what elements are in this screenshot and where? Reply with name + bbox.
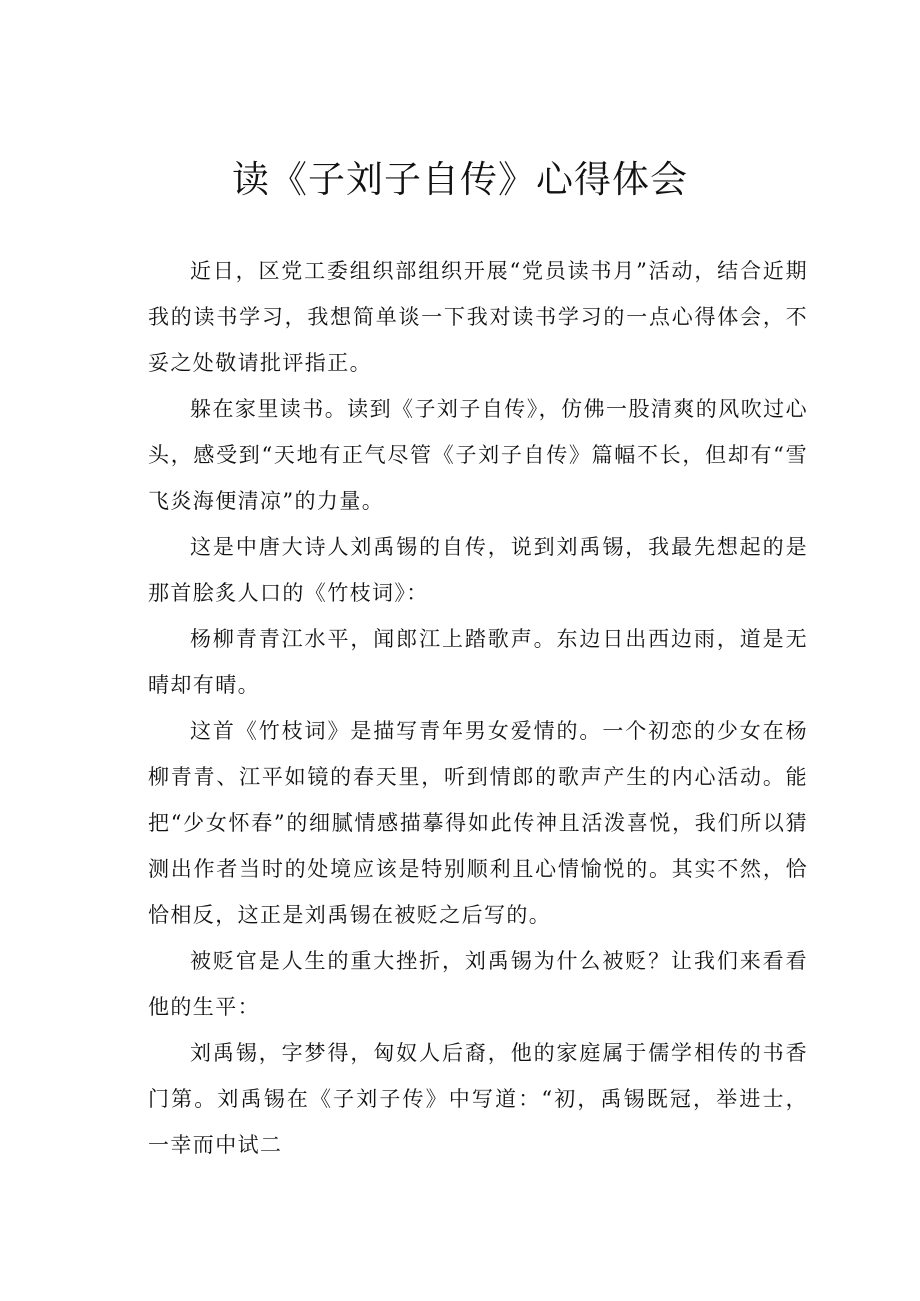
paragraph: 这是中唐大诗人刘禹锡的自传，说到刘禹锡，我最先想起的是那首脍炙人口的《竹枝词》： — [148, 535, 808, 605]
poem-paragraph: 杨柳青青江水平，闻郎江上踏歌声。东边日出西边雨，道是无晴却有晴。 — [148, 627, 808, 697]
paragraph: 躲在家里读书。读到《子刘子自传》，仿佛一股清爽的风吹过心头，感受到“天地有正气尽管《子刘子自传》篇幅不长，但却有“雪飞炎海便清凉”的力量。 — [148, 397, 808, 513]
document-body — [148, 248, 808, 1168]
paragraph: 刘禹锡，字梦得，匈奴人后裔，他的家庭属于儒学相传的书香门第。刘禹锡在《子刘子传》中写道：“初，禹锡既冠，举进士，一幸而中试二 — [148, 1041, 808, 1157]
paragraph: 这首《竹枝词》是描写青年男女爱情的。一个初恋的少女在杨柳青青、江平如镜的春天里，听到情郎的歌声产生的内心活动。能把“少女怀春”的细腻情感描摹得如此传神且活泼喜悦，我们所以猜测出作者当时的处境应该是特别顺利且心情愉悦的。其实不然，恰恰相反，这正是刘禹锡在被贬之后写的。 — [148, 719, 808, 927]
paragraph: 近日，区党工委组织部组织开展“党员读书月”活动，结合近期我的读书学习，我想简单谈一下我对读书学习的一点心得体会，不妥之处敬请批评指正。 — [148, 259, 808, 375]
paragraph: 被贬官是人生的重大挫折，刘禹锡为什么被贬？让我们来看看他的生平： — [148, 949, 808, 1019]
document-title: 读《子刘子自传》心得体会 — [232, 158, 688, 201]
